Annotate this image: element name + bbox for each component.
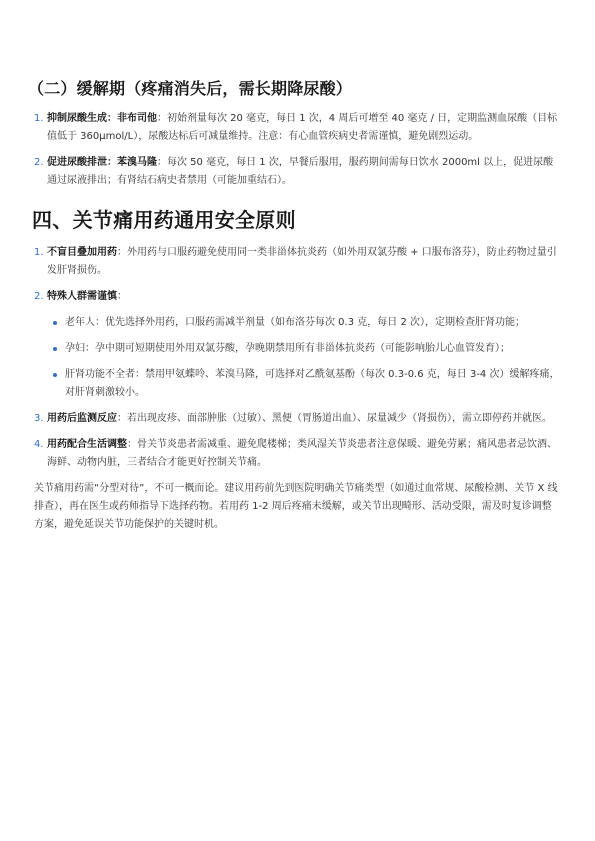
list-number: 3.: [34, 413, 44, 424]
list-number: 2.: [34, 157, 44, 168]
list-item: [34, 288, 561, 402]
item-label: 促进尿酸排泄：苯溴马隆: [47, 157, 157, 168]
sub-list-item: [53, 314, 561, 332]
section-heading: 四、关节痛用药通用安全原则: [32, 208, 296, 232]
item-label: 用药配合生活调整: [47, 439, 127, 450]
item-text: ：初始剂量每次 20 毫克，每日 1 次，4 周后可增至 40 毫克 / 日，定期监测血尿酸（目标值低于 360μmol/L），尿酸达标后可减量维持。注意：有心血管疾病史者需谨慎，避免剧烈运动。: [47, 113, 558, 142]
list-item: [34, 436, 561, 472]
item-text: ：外用药与口服药避免使用同一类非甾体抗炎药（如外用双氯芬酸 + 口服布洛芬），防止药物过量引发肝肾损伤。: [47, 247, 557, 276]
item-text: ：骨关节炎患者需减重、避免爬楼梯；类风湿关节炎患者注意保暖、避免劳累；痛风患者忌饮酒、海鲜、动物内脏，三者结合才能更好控制关节痛。: [47, 439, 557, 468]
list-item: [34, 110, 561, 146]
sub-item-text: 孕妇：孕中期可短期使用外用双氯芬酸，孕晚期禁用所有非甾体抗炎药（可能影响胎儿心血管发育）；: [65, 343, 510, 354]
sub-list-item: [53, 340, 561, 358]
list-number: 1.: [34, 247, 44, 258]
bullet-icon: [53, 321, 57, 325]
bullet-icon: [53, 347, 57, 351]
list-item: [34, 244, 561, 280]
phase-list: [34, 110, 561, 190]
item-text: ：若出现皮疹、面部肿胀（过敏）、黑便（胃肠道出血）、尿量减少（肾损伤），需立即停药并就医。: [117, 413, 552, 424]
item-text: ：: [117, 291, 127, 302]
special-groups-list: [53, 314, 561, 402]
sub-item-text: 老年人：优先选择外用药，口服药需减半剂量（如布洛芬每次 0.3 克，每日 2 次），定期检查肝肾功能；: [65, 317, 525, 328]
list-number: 4.: [34, 439, 44, 450]
safety-list: [34, 244, 561, 472]
list-item: [34, 410, 561, 428]
item-label: 抑制尿酸生成：非布司他: [47, 113, 157, 124]
sub-list-item: [53, 366, 561, 402]
item-label: 用药后监测反应: [47, 413, 117, 424]
bullet-icon: [53, 373, 57, 377]
item-label: 特殊人群需谨慎: [47, 291, 117, 302]
item-label: 不盲目叠加用药: [47, 247, 117, 258]
list-number: 1.: [34, 113, 44, 124]
item-text: ：每次 50 毫克，每日 1 次，早餐后服用，服药期间需每日饮水 2000ml 以上，促进尿酸通过尿液排出；有肾结石病史者禁用（可能加重结石）。: [47, 157, 554, 186]
list-number: 2.: [34, 291, 44, 302]
closing-paragraph: 关节痛用药需“分型对待”，不可一概而论。建议用药前先到医院明确关节痛类型（如通过血常规、尿酸检测、关节 X 线排查），再在医生或药师指导下选择药物。若用药 1-2 周后疼痛未缓解，或关节出现畸形、活动受限，需及时复诊调整方案，避免延误关节功能保护的关键时机。: [34, 483, 558, 530]
list-item: [34, 154, 561, 190]
phase-heading: （二）缓解期（疼痛消失后，需长期降尿酸）: [28, 79, 353, 98]
sub-item-text: 肝肾功能不全者：禁用甲氨蝶呤、苯溴马隆，可选择对乙酰氨基酚（每次 0.3-0.6 克，每日 3-4 次）缓解疼痛，对肝肾刺激较小。: [65, 369, 560, 398]
